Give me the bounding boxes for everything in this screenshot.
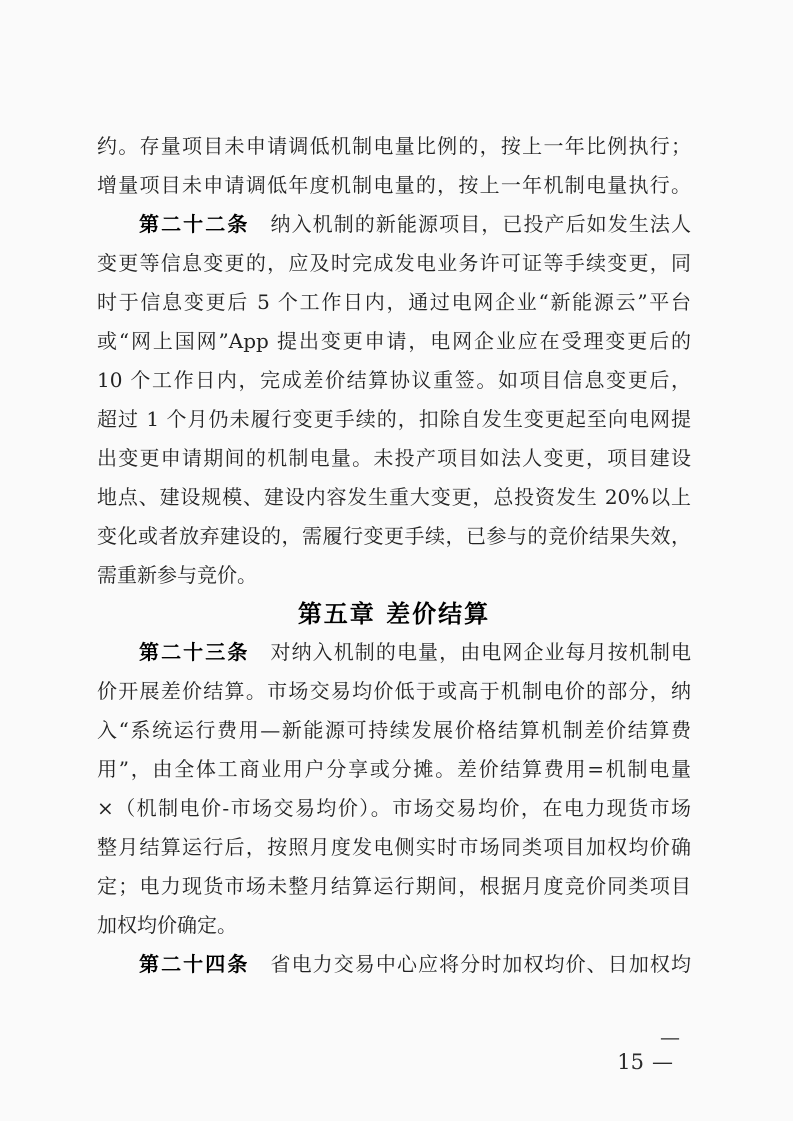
document-body — [97, 127, 691, 984]
article-number-bold: 第二十二条 — [139, 212, 250, 236]
footer-dash-side: — — [652, 1050, 673, 1074]
line-text: 或“网上国网”App 提出变更申请，电网企业应在受理变更后的 — [97, 329, 691, 353]
body-line — [97, 517, 691, 556]
body-line — [97, 166, 691, 205]
body-line — [97, 400, 691, 439]
body-line — [97, 361, 691, 400]
body-line — [97, 478, 691, 517]
body-line-article-start — [97, 205, 691, 244]
page-number-row — [617, 1049, 673, 1075]
line-text: 地点、建设规模、建设内容发生重大变更，总投资发生 20%以上 — [97, 485, 691, 509]
line-text: 10 个工作日内，完成差价结算协议重签。如项目信息变更后， — [97, 368, 691, 392]
body-line — [97, 127, 691, 166]
body-line — [97, 322, 691, 361]
body-line — [97, 283, 691, 322]
line-text: 约。存量项目未申请调低机制电量比例的，按上一年比例执行； — [97, 134, 691, 158]
body-line-article-start — [97, 945, 691, 984]
line-text: 时于信息变更后 5 个工作日内，通过电网企业“新能源云”平台 — [97, 290, 691, 314]
article-number-bold: 第二十四条 — [139, 952, 250, 976]
body-line — [97, 867, 691, 906]
line-text: 加权均价确定。 — [97, 913, 237, 937]
article-number-bold: 第二十三条 — [139, 640, 250, 664]
footer-dash-top: — — [660, 1025, 680, 1049]
line-text: 变化或者放弃建设的，需履行变更手续，已参与的竞价结果失效， — [97, 524, 691, 548]
body-line — [97, 789, 691, 828]
body-line — [97, 828, 691, 867]
line-text: 纳入机制的新能源项目，已投产后如发生法人 — [249, 212, 691, 236]
chapter-heading: 第五章 差价结算 — [297, 600, 491, 628]
line-text: 变更等信息变更的，应及时完成发电业务许可证等手续变更，同 — [97, 251, 691, 275]
line-text: 增量项目未申请调低年度机制电量的，按上一年机制电量执行。 — [97, 173, 691, 197]
body-line-paragraph-end — [97, 906, 691, 945]
body-line — [97, 244, 691, 283]
line-text: 出变更申请期间的机制电量。未投产项目如法人变更，项目建设 — [97, 446, 691, 470]
line-text: 超过 1 个月仍未履行变更手续的，扣除自发生变更起至向电网提 — [97, 407, 691, 431]
line-text: 定；电力现货市场未整月结算运行期间，根据月度竞价同类项目 — [97, 874, 691, 898]
line-text: ×（机制电价-市场交易均价）。市场交易均价，在电力现货市场 — [97, 796, 691, 820]
line-text: 对纳入机制的电量，由电网企业每月按机制电 — [249, 640, 691, 664]
page-footer — [617, 1027, 680, 1075]
body-line-paragraph-end — [97, 556, 691, 595]
line-text: 省电力交易中心应将分时加权均价、日加权均 — [249, 952, 691, 976]
page-number: 15 — [617, 1050, 644, 1074]
line-text: 需重新参与竞价。 — [97, 563, 257, 587]
line-text: 用”，由全体工商业用户分享或分摊。差价结算费用=机制电量 — [97, 757, 691, 781]
line-text: 整月结算运行后，按照月度发电侧实时市场同类项目加权均价确 — [97, 835, 691, 859]
line-text: 入“系统运行费用—新能源可持续发展价格结算机制差价结算费 — [97, 718, 691, 742]
body-line-article-start — [97, 633, 691, 672]
body-line — [97, 439, 691, 478]
body-line — [97, 711, 691, 750]
body-line — [97, 672, 691, 711]
line-text: 价开展差价结算。市场交易均价低于或高于机制电价的部分，纳 — [97, 679, 691, 703]
body-line — [97, 750, 691, 789]
